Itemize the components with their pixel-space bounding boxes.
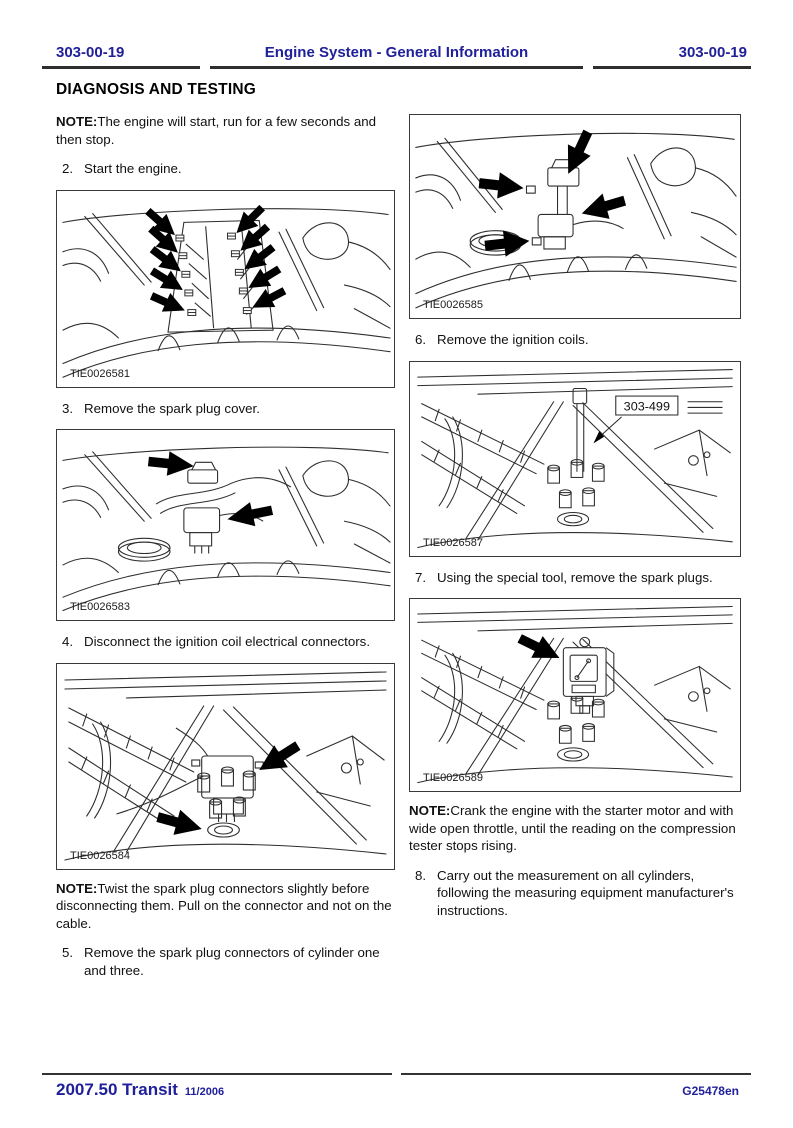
page-footer — [42, 1073, 751, 1100]
step-number: 2. — [62, 161, 74, 177]
step-text: Remove the spark plug cover. — [84, 400, 260, 416]
arrow-icon — [578, 188, 628, 226]
step-number: 4. — [62, 634, 74, 650]
engine-illustration — [57, 664, 394, 869]
figure-caption: TIE0026583 — [70, 601, 130, 614]
note-text: Twist the spark plug connectors slightly before disconnecting them. Pull on the connector and not on the cable. — [56, 880, 392, 931]
step-3 — [62, 400, 395, 418]
note-crank-engine — [409, 802, 741, 855]
note-text: Crank the engine with the starter motor and with wide open throttle, until the reading on the compression tester stops rising. — [409, 803, 736, 854]
arrowhead-icon — [593, 431, 604, 443]
figure-caption: TIE0026589 — [423, 772, 483, 785]
step-6 — [415, 331, 741, 349]
step-number: 7. — [415, 569, 427, 585]
step-text: Disconnect the ignition coil electrical connectors. — [84, 634, 371, 650]
engine-illustration — [410, 362, 740, 556]
header-page-ref-left: 303-00-19 — [42, 44, 200, 69]
section-title: DIAGNOSIS AND TESTING — [56, 81, 256, 98]
engine-illustration — [57, 191, 394, 387]
engine-illustration — [57, 430, 394, 620]
arrow-icon — [252, 734, 304, 780]
note-twist-connectors — [56, 880, 395, 933]
note-engine-start — [56, 113, 395, 148]
step-text: Start the engine. — [84, 161, 182, 177]
figure-ignition-coils — [409, 114, 741, 319]
arrow-icon — [484, 228, 531, 259]
figure-caption: TIE0026581 — [70, 367, 130, 380]
special-tool-label: 303-499 — [623, 398, 670, 413]
figure-spark-plug-cover-bolts — [56, 190, 395, 388]
arrow-icon — [478, 170, 525, 201]
step-number: 5. — [62, 945, 74, 961]
figure-special-tool-spark-plugs — [409, 361, 741, 557]
step-8 — [415, 867, 741, 920]
arrow-icon — [225, 498, 275, 531]
note-text: The engine will start, run for a few seconds and then stop. — [56, 114, 377, 147]
figure-compression-tester — [409, 598, 741, 792]
figure-caption: TIE0026587 — [423, 536, 483, 549]
content-columns — [0, 107, 793, 991]
arrow-icon — [147, 286, 189, 319]
step-text: Carry out the measurement on all cylinders, following the measuring equipment manufacturer's instructions. — [437, 867, 734, 918]
step-text: Remove the spark plug connectors of cylinder one and three. — [84, 945, 380, 978]
footer-doc-code: G25478en — [682, 1084, 739, 1098]
figure-spark-plug-connectors — [56, 663, 395, 870]
left-column — [56, 107, 395, 991]
page-header — [0, 0, 793, 69]
step-number: 3. — [62, 400, 74, 416]
step-number: 8. — [415, 867, 427, 883]
step-2 — [62, 160, 395, 178]
figure-caption: TIE0026585 — [423, 299, 483, 311]
footer-model: 2007.50 Transit — [56, 1080, 178, 1099]
engine-illustration — [410, 115, 740, 318]
step-number: 6. — [415, 332, 427, 347]
footer-date: 11/2006 — [184, 1086, 225, 1098]
step-7 — [415, 569, 741, 587]
figure-ignition-coil-connectors — [56, 429, 395, 621]
header-page-ref-right: 303-00-19 — [593, 44, 751, 69]
engine-illustration — [410, 599, 740, 791]
footer-left — [56, 1080, 224, 1100]
step-4 — [62, 633, 395, 651]
header-title: Engine System - General Information — [210, 44, 583, 69]
step-5 — [62, 944, 395, 979]
note-label: NOTE: — [409, 803, 451, 819]
note-label: NOTE: — [56, 880, 98, 896]
step-text: Using the special tool, remove the spark plugs. — [437, 569, 713, 585]
note-label: NOTE: — [56, 114, 98, 129]
figure-caption: TIE0026584 — [70, 849, 130, 862]
arrow-icon — [154, 804, 205, 841]
right-column — [409, 107, 741, 991]
step-text: Remove the ignition coils. — [437, 332, 589, 347]
